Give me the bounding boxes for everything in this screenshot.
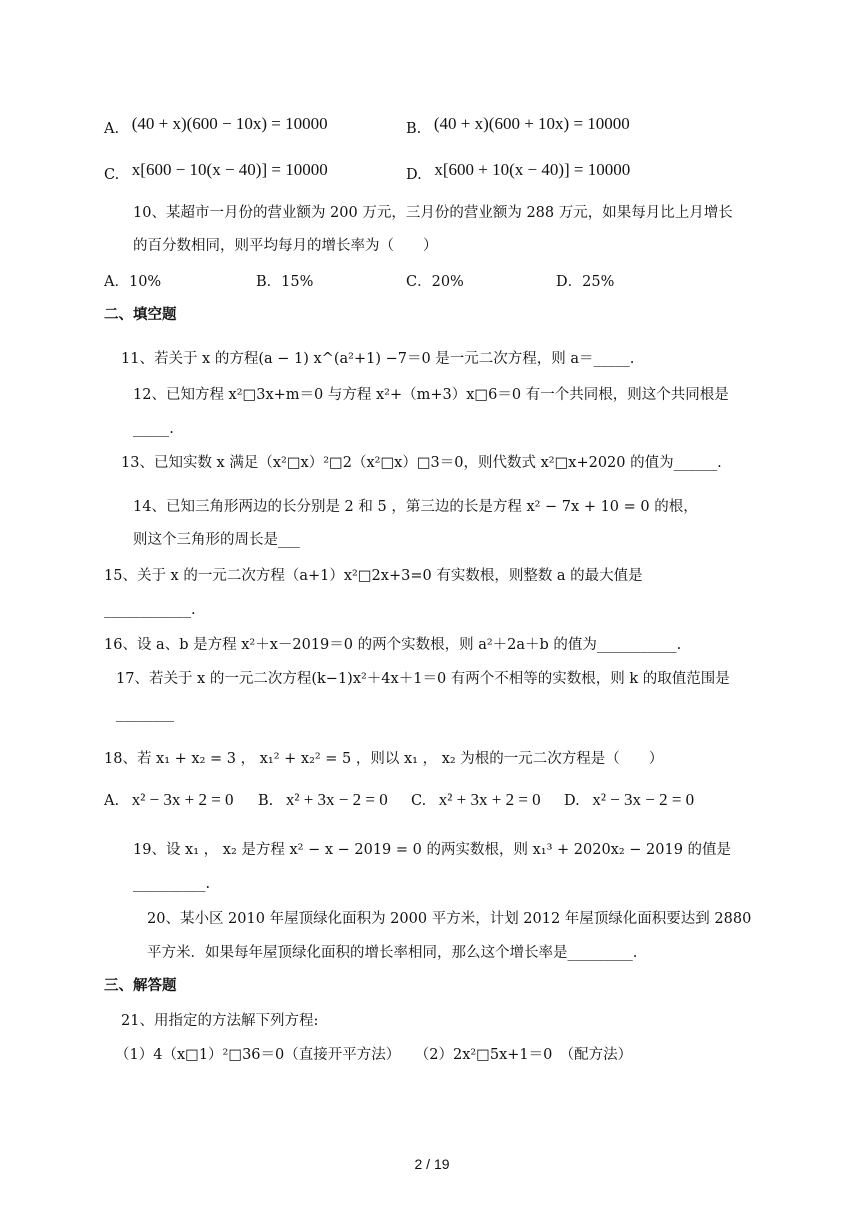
option-label: D. (564, 793, 580, 809)
q12-line-2: _____. (133, 421, 174, 437)
q15-line-1: 15、关于 x 的一元二次方程（a+1）x²□2x+3=0 有实数根，则整数 a 的最大值是 (104, 568, 643, 584)
q9-option-c (104, 160, 328, 185)
equation: x[600 + 10(x − 40)] = 10000 (434, 160, 631, 179)
q18-option-d (564, 790, 694, 811)
q18-option-a (104, 790, 234, 811)
q19-line-1: 19、设 x₁ ， x₂ 是方程 x² − x − 2019 = 0 的两实数根，则 x₁³ + 2020x₂ − 2019 的值是 (133, 842, 732, 858)
equation: (40 + x)(600 + 10x) = 10000 (433, 114, 630, 133)
q17-line-1: 17、若关于 x 的一元二次方程(k−1)x²＋4x＋1＝0 有两个不相等的实数根，则 k 的取值范围是 (116, 671, 730, 687)
q13: 13、已知实数 x 满足（x²□x）²□2（x²□x）□3＝0，则代数式 x²□x+2020 的值为______. (121, 455, 722, 471)
option-label: D. (406, 167, 422, 183)
q10-option-b: B．15% (256, 274, 314, 290)
equation: x[600 − 10(x − 40)] = 10000 (131, 160, 328, 179)
q9-option-a (104, 114, 328, 139)
option-label: B. (406, 121, 422, 137)
q10-line-2: 的百分数相同，则平均每月的增长率为（ ） (133, 238, 438, 254)
option-label: A. (104, 121, 120, 137)
q18-option-c (411, 790, 541, 811)
q9-option-d (406, 160, 631, 185)
q11: 11、若关于 x 的方程(a − 1) x^(a²+1) −7＝0 是一元二次方程，则 a＝_____. (121, 351, 635, 367)
option-label: C. (411, 793, 427, 809)
section-fill-in-heading: 二、填空题 (104, 306, 177, 323)
equation: (40 + x)(600 − 10x) = 10000 (131, 114, 328, 133)
q10-line-1: 10、某超市一月份的营业额为 200 万元，三月份的营业额为 288 万元，如果每月比上月增长 (133, 205, 733, 221)
q10-option-d: D．25% (556, 274, 615, 290)
q9-option-b (406, 114, 630, 139)
q14-line-2: 则这个三角形的周长是___ (133, 532, 300, 548)
q19-line-2: __________. (133, 876, 211, 892)
q21: 21、用指定的方法解下列方程: (121, 1013, 319, 1029)
page-number: 2 / 19 (414, 1156, 450, 1172)
equation: x² − 3x + 2 = 0 (131, 790, 234, 809)
q14-line-1: 14、已知三角形两边的长分别是 2 和 5 ，第三边的长是方程 x² − 7x + 10 = 0 的根， (133, 499, 698, 515)
q16: 16、设 a、b 是方程 x²＋x－2019＝0 的两个实数根，则 a²＋2a＋b 的值为___________. (104, 637, 682, 653)
equation: x² − 3x − 2 = 0 (592, 790, 695, 809)
q20-line-1: 20、某小区 2010 年屋顶绿化面积为 2000 平方米，计划 2012 年屋顶绿化面积要达到 2880 (147, 911, 752, 927)
q10-option-a: A．10% (104, 274, 162, 290)
option-label: B. (258, 793, 274, 809)
equation: x² + 3x − 2 = 0 (285, 790, 388, 809)
q18-option-b (258, 790, 388, 811)
q12-line-1: 12、已知方程 x²□3x+m＝0 与方程 x²+（m+3）x□6＝0 有一个共同根，则这个共同根是 (133, 387, 729, 403)
q21-parts: （1）4（x□1）²□36＝0（直接开平方法） （2）2x²□5x+1＝0 （配方法） (115, 1047, 633, 1063)
option-label: C. (104, 167, 120, 183)
q20-line-2: 平方米．如果每年屋顶绿化面积的增长率相同，那么这个增长率是_________. (147, 945, 638, 961)
q15-line-2: ____________. (104, 602, 196, 618)
option-label: A. (104, 793, 120, 809)
q17-line-2: ________ (116, 706, 174, 722)
equation: x² + 3x + 2 = 0 (438, 790, 541, 809)
section-solve-heading: 三、解答题 (104, 977, 177, 994)
q10-option-c: C．20% (406, 274, 464, 290)
q18-stem: 18、若 x₁ + x₂ = 3 ， x₁² + x₂² = 5 ，则以 x₁ ， x₂ 为根的一元二次方程是（ ） (104, 751, 664, 767)
